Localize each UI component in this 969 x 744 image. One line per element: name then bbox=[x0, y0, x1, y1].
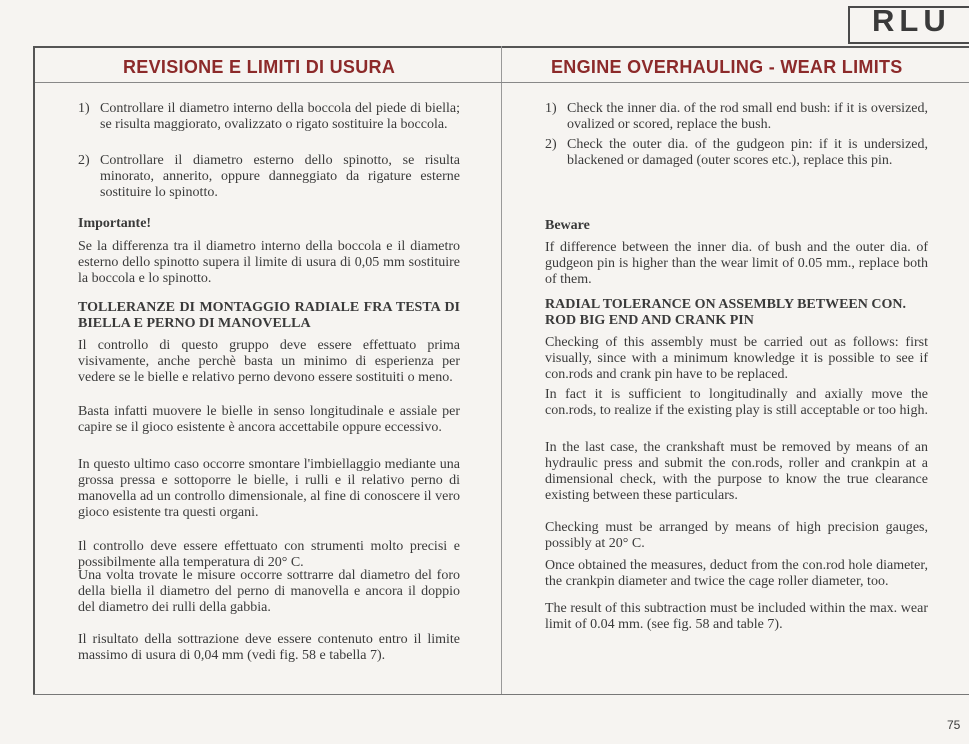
paragraph: Checking of this assembly must be carried out as follows: first visually, since with a minimum knowledge it is possible to see if con.rods and crank pin have to be replaced. bbox=[545, 335, 928, 382]
item-number: 2) bbox=[545, 137, 557, 152]
beware-text: If difference between the inner dia. of bush and the outer dia. of gudgeon pin is higher than the wear limit of 0.05 mm., replace both of them. bbox=[545, 240, 928, 287]
english-title: ENGINE OVERHAULING - WEAR LIMITS bbox=[551, 57, 903, 77]
title-underline bbox=[35, 82, 969, 83]
frame-left-rule bbox=[33, 46, 35, 694]
important-heading: Importante! bbox=[78, 216, 152, 231]
item-number: 1) bbox=[78, 101, 90, 116]
paragraph: Il risultato della sottrazione deve essere contenuto entro il limite massimo di usura di 0,04 mm (vedi fig. 58 e tabella 7). bbox=[78, 632, 460, 663]
paragraph: In questo ultimo caso occorre smontare l'imbiellaggio mediante una grossa pressa e sottoporre le bielle, i rulli e il relativo perno di manovella ad un controllo dimensionale, al fine di conoscere il vero gioco esistente tra questi organi. bbox=[78, 457, 460, 520]
important-text: Se la differenza tra il diametro interno della boccola e il diametro esterno dello spinotto supera il limite di usura di 0,05 mm sostituire la boccola e lo spinotto. bbox=[78, 239, 460, 286]
column-divider bbox=[501, 46, 502, 694]
paragraph: Basta infatti muovere le bielle in senso longitudinale e assiale per capire se il gioco esistente è ancora accettabile oppure eccessivo. bbox=[78, 404, 460, 435]
paragraph: In the last case, the crankshaft must be removed by means of an hydraulic press and submit the con.rods, roller and crankpin at a dimensional check, with the purpose to know the true clearance existing between these particulars. bbox=[545, 440, 928, 503]
english-item-1 bbox=[545, 101, 928, 133]
paragraph: Checking must be arranged by means of high precision gauges, possibly at 20° C. bbox=[545, 520, 928, 551]
english-item-2 bbox=[545, 137, 928, 169]
italian-item-2 bbox=[78, 153, 460, 201]
beware-heading: Beware bbox=[545, 218, 590, 233]
italian-item-1 bbox=[78, 101, 460, 133]
item-number: 1) bbox=[545, 101, 557, 116]
paragraph: Il controllo di questo gruppo deve essere effettuato prima visivamente, anche perchè basta un minimo di esperienza per vedere se le bielle e relativo perno devono essere sostituiti o meno. bbox=[78, 338, 460, 385]
item-text: Controllare il diametro esterno dello spinotto, se risulta minorato, annerito, oppure danneggiato da rigature esterne sostituire lo spinotto. bbox=[100, 153, 460, 200]
paragraph: In fact it is sufficient to longitudinally and axially move the con.rods, to realize if the existing play is still acceptable or too high. bbox=[545, 387, 928, 418]
item-number: 2) bbox=[78, 153, 90, 168]
frame-bottom-rule bbox=[33, 694, 969, 695]
section-code: RLU bbox=[872, 3, 951, 38]
italian-title: REVISIONE E LIMITI DI USURA bbox=[123, 57, 396, 77]
page-number: 75 bbox=[947, 718, 961, 732]
section-heading: RADIAL TOLERANCE ON ASSEMBLY BETWEEN CON. ROD BIG END AND CRANK PIN bbox=[545, 297, 906, 328]
section-heading: TOLLERANZE DI MONTAGGIO RADIALE FRA TESTA DI BIELLA E PERNO DI MANOVELLA bbox=[78, 300, 460, 331]
paragraph: Una volta trovate le misure occorre sottrarre dal diametro del foro della biella il diametro del perno di manovella e ancora il doppio del diametro dei rulli della gabbia. bbox=[78, 568, 460, 615]
paragraph: Once obtained the measures, deduct from the con.rod hole diameter, the crankpin diameter and twice the cage roller diameter, too. bbox=[545, 558, 928, 589]
paragraph: Il controllo deve essere effettuato con strumenti molto precisi e possibilmente alla temperatura di 20° C. bbox=[78, 539, 460, 570]
item-text: Controllare il diametro interno della boccola del piede di biella; se risulta maggiorato, ovalizzato o rigato sostituire la boccola. bbox=[100, 101, 460, 132]
paragraph: The result of this subtraction must be included within the max. wear limit of 0.04 mm. (see fig. 58 and table 7). bbox=[545, 601, 928, 632]
item-text: Check the outer dia. of the gudgeon pin: if it is undersized, blackened or damaged (outer scores etc.), replace this pin. bbox=[567, 137, 928, 168]
item-text: Check the inner dia. of the rod small end bush: if it is oversized, ovalized or scored, replace the bush. bbox=[567, 101, 928, 132]
